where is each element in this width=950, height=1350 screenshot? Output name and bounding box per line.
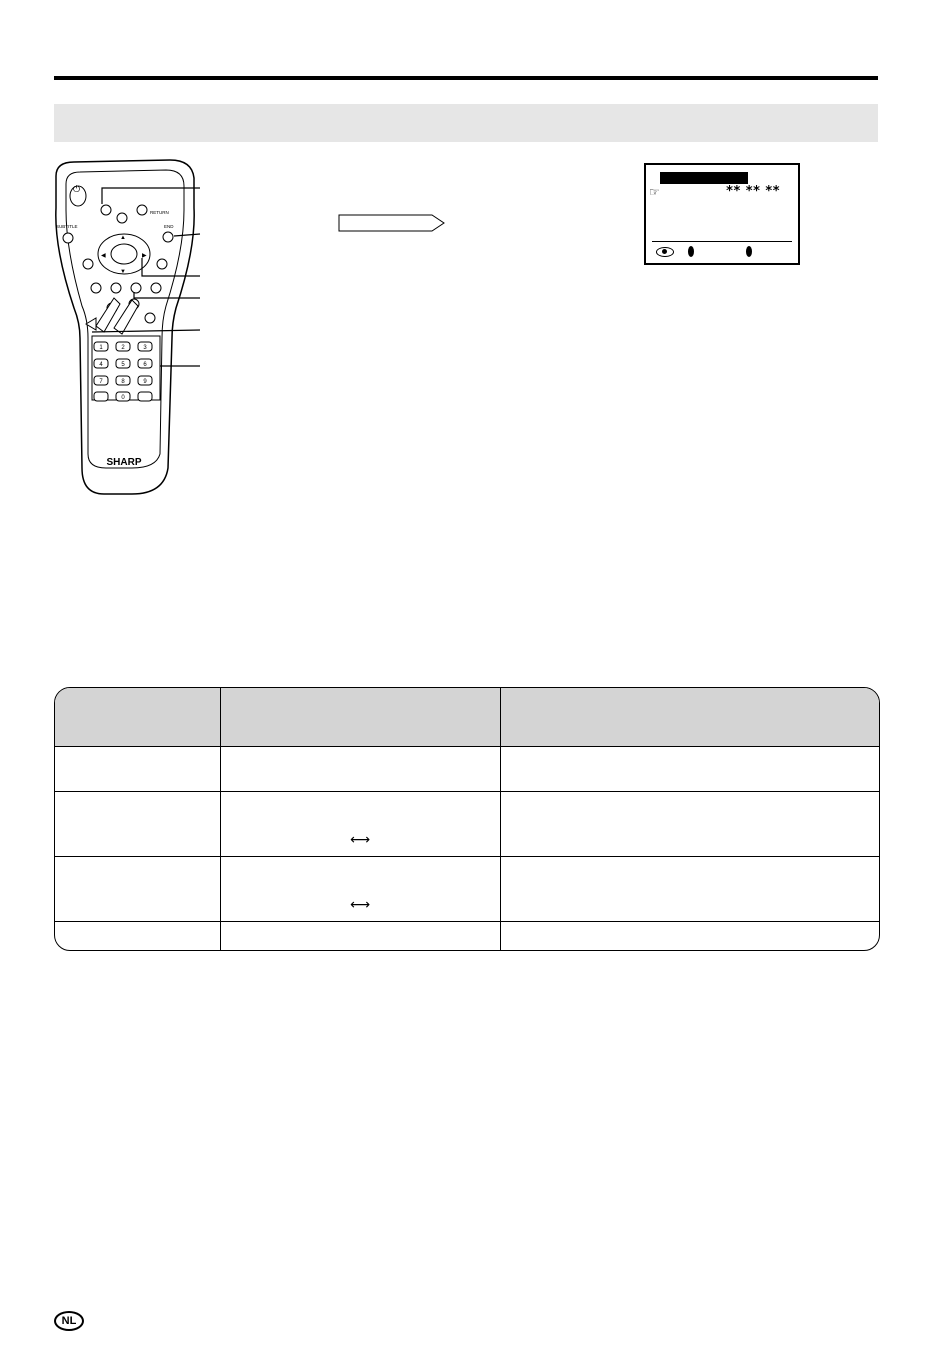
osd-dot-2 bbox=[746, 246, 752, 257]
table-row bbox=[55, 857, 879, 922]
language-badge: NL bbox=[54, 1311, 84, 1331]
top-rule bbox=[54, 76, 878, 80]
svg-text:▶: ▶ bbox=[142, 253, 147, 259]
key-7: 7 bbox=[99, 379, 103, 385]
key-6: 6 bbox=[143, 362, 147, 368]
table-cell bbox=[220, 747, 500, 792]
power-icon: ⏻ bbox=[73, 185, 81, 195]
key-0: 0 bbox=[121, 395, 125, 401]
ok-button bbox=[111, 244, 137, 264]
svg-text:RETURN: RETURN bbox=[150, 210, 169, 215]
table-header-cell bbox=[500, 688, 879, 747]
table-cell bbox=[220, 922, 500, 952]
table-header-cell bbox=[220, 688, 500, 747]
svg-text:▼: ▼ bbox=[120, 269, 126, 275]
svg-text:▲: ▲ bbox=[120, 235, 126, 241]
eye-icon bbox=[656, 247, 674, 257]
section-title-bar bbox=[54, 104, 878, 142]
table-cell bbox=[500, 857, 879, 922]
osd-value: ** ** ** bbox=[726, 184, 780, 199]
end-button bbox=[163, 232, 173, 242]
key-2: 2 bbox=[121, 345, 125, 351]
table-row bbox=[55, 747, 879, 792]
subtitle-label: SUBTITLE bbox=[56, 224, 78, 229]
table-cell bbox=[55, 857, 220, 922]
brand-logo: SHARP bbox=[106, 457, 142, 468]
table-cell bbox=[55, 792, 220, 857]
menu-arrow-box bbox=[338, 214, 446, 232]
svg-text:◀: ◀ bbox=[101, 253, 106, 259]
table-cell bbox=[500, 792, 879, 857]
svg-text:END: END bbox=[164, 224, 174, 229]
table-cell bbox=[500, 747, 879, 792]
table-cell bbox=[55, 922, 220, 952]
pointing-hand-icon: ☞ bbox=[649, 185, 660, 199]
settings-table bbox=[54, 687, 880, 951]
left-right-arrow-icon: ⟷ bbox=[220, 792, 500, 857]
table-header-cell bbox=[55, 688, 220, 747]
table-header-row bbox=[55, 688, 879, 747]
key-9: 9 bbox=[143, 379, 147, 385]
osd-header-bar bbox=[660, 172, 748, 184]
key-1: 1 bbox=[99, 345, 103, 351]
key-5: 5 bbox=[121, 362, 125, 368]
osd-divider bbox=[652, 241, 792, 242]
remote-control-illustration bbox=[52, 158, 212, 498]
osd-dot-1 bbox=[688, 246, 694, 257]
table-cell bbox=[500, 922, 879, 952]
key-8: 8 bbox=[121, 379, 125, 385]
table-row bbox=[55, 922, 879, 952]
subtitle-button bbox=[63, 233, 73, 243]
key-3: 3 bbox=[143, 345, 147, 351]
left-right-arrow-icon: ⟷ bbox=[220, 857, 500, 922]
on-screen-display bbox=[644, 163, 800, 265]
table-row bbox=[55, 792, 879, 857]
table-cell bbox=[55, 747, 220, 792]
key-4: 4 bbox=[99, 362, 103, 368]
mute-button bbox=[145, 313, 155, 323]
